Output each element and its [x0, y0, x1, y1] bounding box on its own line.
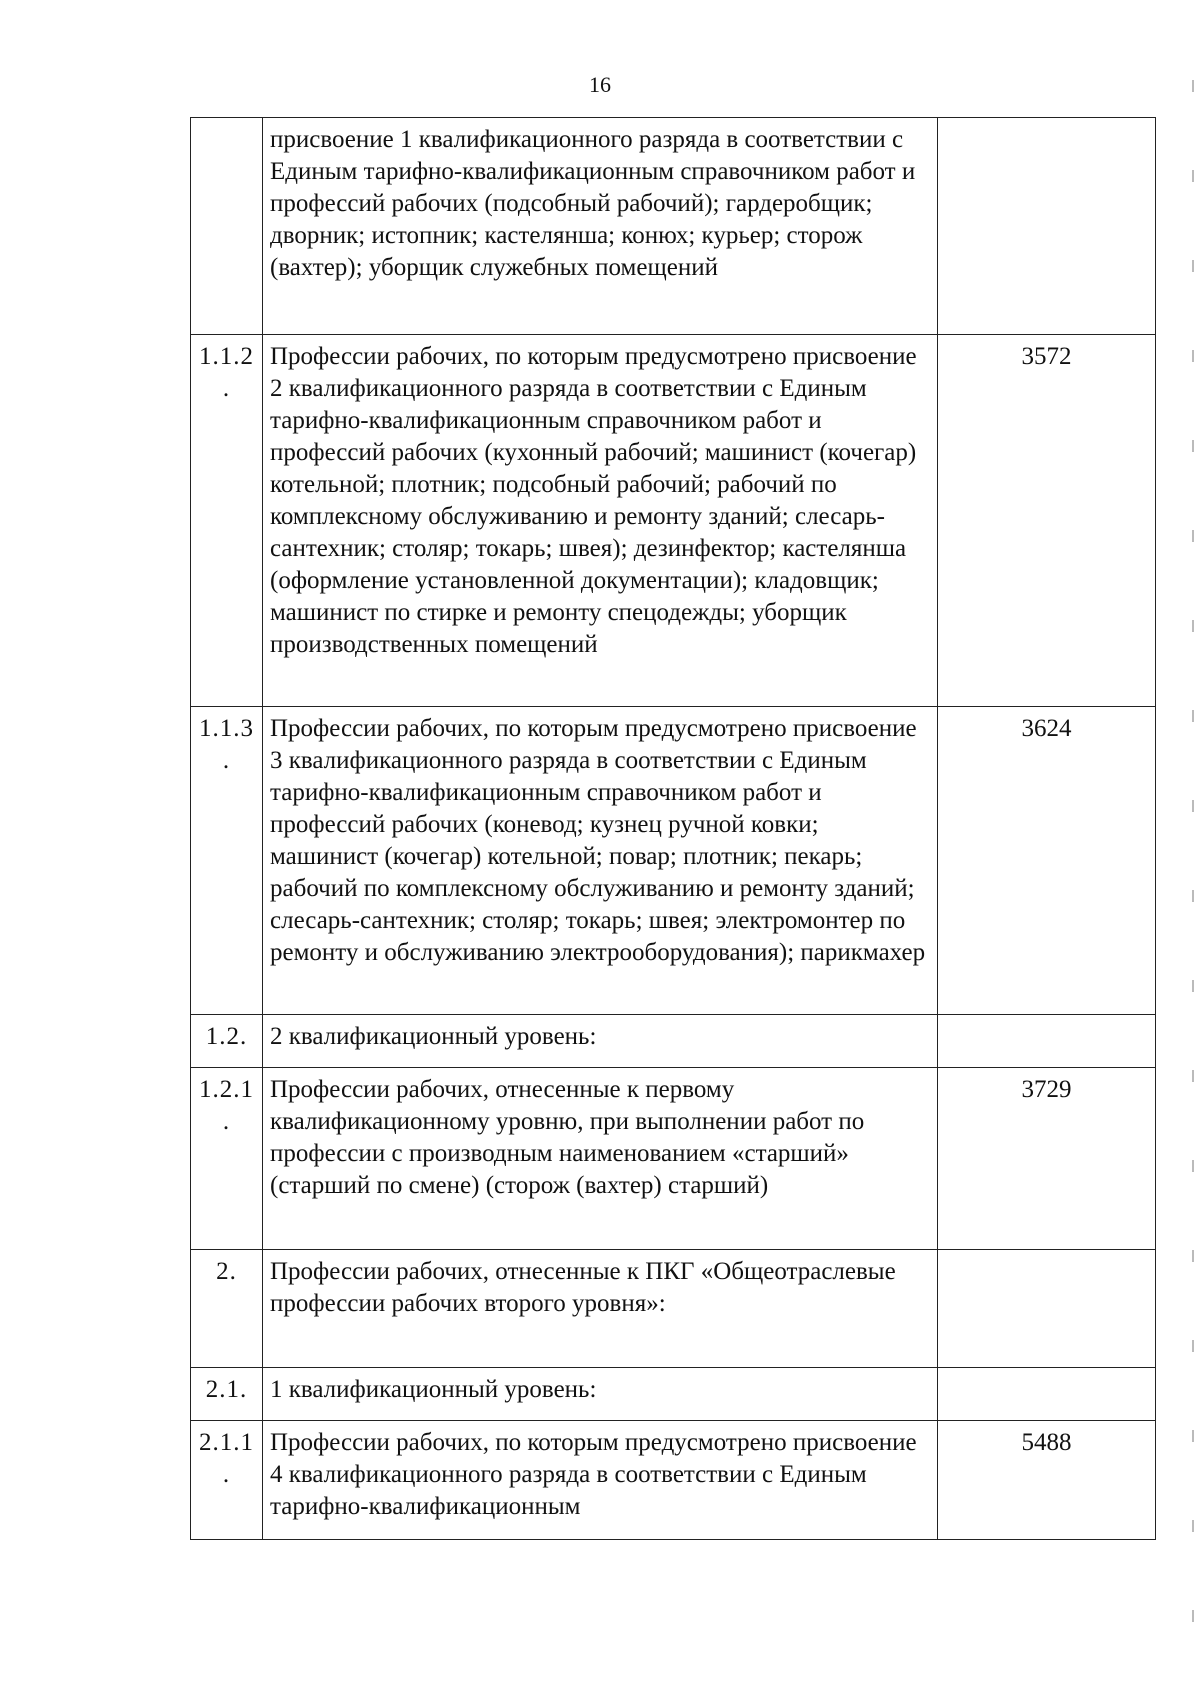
scan-artifact — [1192, 260, 1194, 272]
row-value — [938, 118, 1156, 335]
row-value: 3572 — [938, 335, 1156, 707]
row-description: 1 квалификационный уровень: — [263, 1368, 938, 1421]
row-description: Профессии рабочих, отнесенные к первому квалификационному уровню, при выполнении работ по профессии с производным наименованием «старший» (старший по смене) (сторож (вахтер) старший) — [263, 1068, 938, 1250]
table-row — [191, 1068, 1156, 1250]
scan-artifact — [1192, 170, 1194, 182]
scan-artifact — [1192, 620, 1194, 632]
scan-artifact — [1192, 1160, 1194, 1172]
row-value — [938, 1015, 1156, 1068]
page-number: 16 — [589, 72, 611, 97]
row-number: 1.1.2 . — [191, 335, 263, 707]
scan-artifact — [1192, 800, 1194, 812]
row-description: Профессии рабочих, по которым предусмотрено присвоение 3 квалификационного разряда в соответствии с Единым тарифно-квалификационным справочником работ и профессий рабочих (коневод; кузнец ручной ковки; машинист (кочегар) котельной; повар; плотник; пекарь; рабочий по комплексному обслуживанию и ремонту зданий; слесарь-сантехник; столяр; токарь; швея; электромонтер по ремонту и обслуживанию электрооборудования); парикмахер — [263, 707, 938, 1015]
scan-artifact — [1192, 1520, 1194, 1532]
row-description: Профессии рабочих, по которым предусмотрено присвоение 2 квалификационного разряда в соответствии с Единым тарифно-квалификационным справочником работ и профессий рабочих (кухонный рабочий; машинист (кочегар) котельной; плотник; подсобный рабочий; рабочий по комплексному обслуживанию и ремонту зданий; слесарь-сантехник; столяр; токарь; швея); дезинфектор; кастелянша (оформление установленной документации); кладовщик; машинист по стирке и ремонту спецодежды; уборщик производственных помещений — [263, 335, 938, 707]
row-description: Профессии рабочих, отнесенные к ПКГ «Общеотраслевые профессии рабочих второго уровня»: — [263, 1250, 938, 1368]
row-value — [938, 1368, 1156, 1421]
row-number — [191, 118, 263, 335]
row-number: 2.1. — [191, 1368, 263, 1421]
scan-artifact — [1192, 350, 1194, 362]
table-row — [191, 1015, 1156, 1068]
row-number: 1.2.1 . — [191, 1068, 263, 1250]
row-number: 1.2. — [191, 1015, 263, 1068]
row-value: 5488 — [938, 1421, 1156, 1540]
row-number: 2.1.1 . — [191, 1421, 263, 1540]
table-row — [191, 1421, 1156, 1540]
table-row — [191, 1368, 1156, 1421]
table-row — [191, 707, 1156, 1015]
row-value — [938, 1250, 1156, 1368]
table-row — [191, 1250, 1156, 1368]
scan-artifact — [1192, 710, 1194, 722]
table-row — [191, 335, 1156, 707]
scan-artifact — [1192, 1340, 1194, 1352]
row-description: 2 квалификационный уровень: — [263, 1015, 938, 1068]
row-number: 2. — [191, 1250, 263, 1368]
scan-artifact — [1192, 1610, 1194, 1622]
scan-artifact — [1192, 1250, 1194, 1262]
row-description: присвоение 1 квалификационного разряда в соответствии с Единым тарифно-квалификационным справочником работ и профессий рабочих (подсобный рабочий); гардеробщик; дворник; истопник; кастелянша; конюх; курьер; сторож (вахтер); уборщик служебных помещений — [263, 118, 938, 335]
scan-artifact — [1192, 980, 1194, 992]
row-description: Профессии рабочих, по которым предусмотрено присвоение 4 квалификационного разряда в соответствии с Единым тарифно-квалификационным — [263, 1421, 938, 1540]
scan-artifact — [1192, 440, 1194, 452]
row-value: 3624 — [938, 707, 1156, 1015]
scan-artifact — [1192, 80, 1194, 92]
table-row — [191, 118, 1156, 335]
scan-artifact — [1192, 1430, 1194, 1442]
scan-artifact — [1192, 1070, 1194, 1082]
row-number: 1.1.3 . — [191, 707, 263, 1015]
salary-table — [190, 117, 1156, 1540]
scan-artifact — [1192, 530, 1194, 542]
row-value: 3729 — [938, 1068, 1156, 1250]
scan-artifact — [1192, 890, 1194, 902]
